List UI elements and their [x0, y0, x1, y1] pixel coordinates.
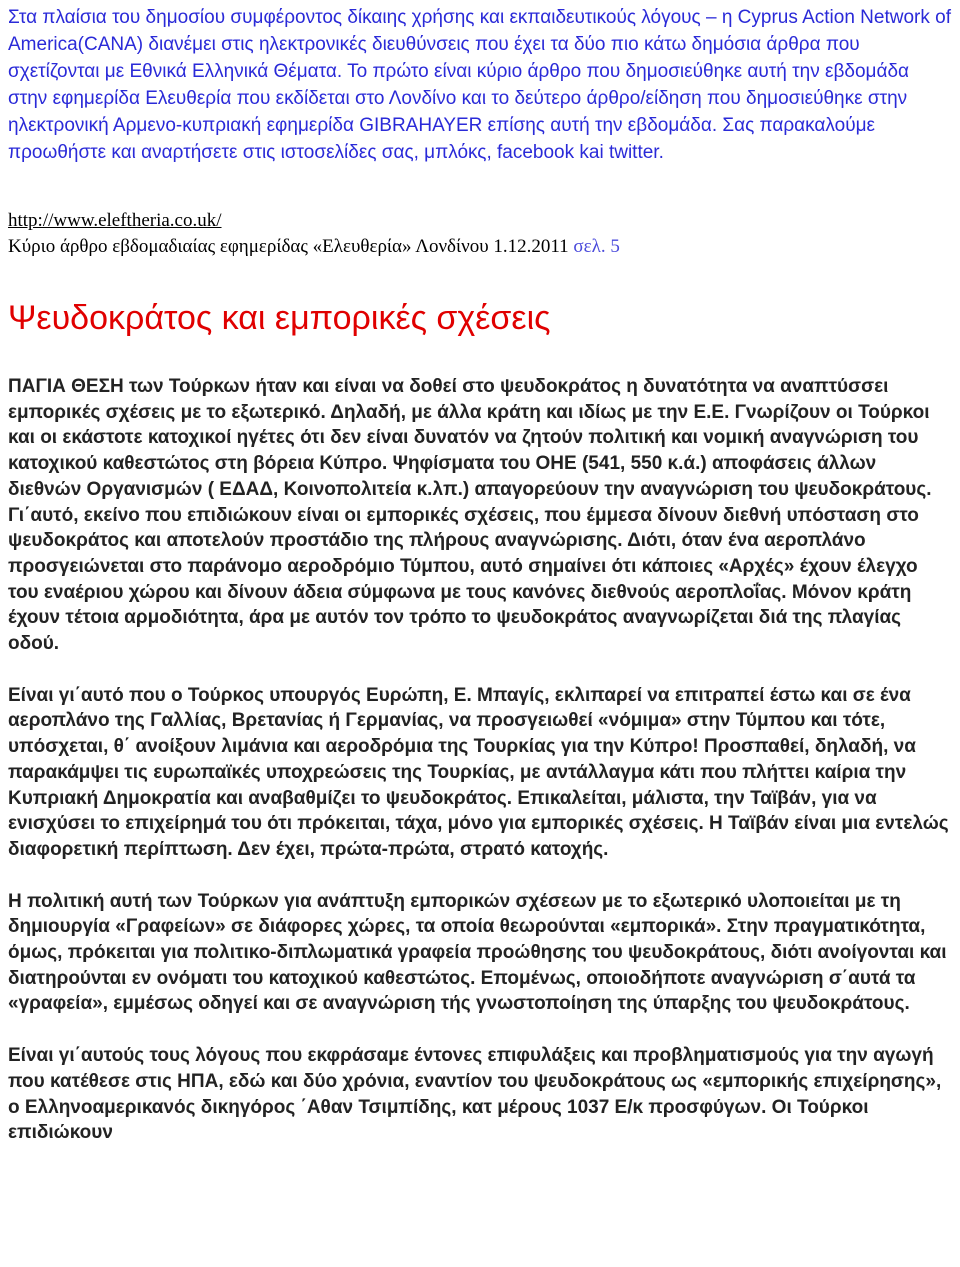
article-paragraph-3: Η πολιτική αυτή των Τούρκων για ανάπτυξη εμπορικών σχέσεων με το εξωτερικό υλοποιείται με τη δημιουργία «Γραφείων» σε διάφορες χώρες, τα οποία θεωρούνται «εμπορικά». Στην πραγματικότητα, όμως, πρόκειται για πολιτικο-διπλωματικά γραφεία προώθησης του ψευδοκράτους, διότι ανοίγονται και διατηρούνται εν ονόματι του κατοχικού καθεστώτος. Επομένως, οποιοδήποτε αναγνώριση σ΄αυτά τα «γραφεία», εμμέσως οδηγεί και σε αναγνώριση τής γνωστοποίηση της ύπαρξης του ψευδοκράτους. [8, 890, 947, 1015]
article-paragraph-1: ΠΑΓΙΑ ΘΕΣΗ των Τούρκων ήταν και είναι να δοθεί στο ψευδοκράτος η δυνατότητα να αναπτύσσει εμπορικές σχέσεις με το εξωτερικό. Δηλαδή, με άλλα κράτη και ιδίως με την Ε.Ε. Γνωρίζουν οι Τούρκοι και οι εκάστοτε κατοχικοί ηγέτες ότι δεν είναι δυνατόν να ζητούν πολιτική και νομική αναγνώριση του κατοχικού καθεστώτος στη βόρεια Κύπρο. Ψηφίσματα του ΟΗΕ (541, 550 κ.ά.) αποφάσεις άλλων διεθνών Οργανισμών ( ΕΔΑΔ, Κοινοπολιτεία κ.λπ.) απαγορεύουν την αναγνώριση του ψευδοκράτους. Γι΄αυτό, εκείνο που επιδιώκουν είναι οι εμπορικές σχέσεις, που έμμεσα δίνουν διεθνή υπόσταση στο ψευδοκράτος και αποτελούν προστάδιο της πλήρους αναγνώρισης. Διότι, όταν ένα αεροπλάνο προσγειώνεται στο παράνομο αεροδρόμιο Τύμπου, αυτό σημαίνει ότι κάποιες «Αρχές» έχουν έλεγχο του εναέριου χώρου και δίνουν άδεια σύμφωνα με τους κανόνες διεθνούς αεροπλοΐας. Μόνον κράτη έχουν τέτοια αρμοδιότητα, άρα με αυτόν τον τρόπο το ψευδοκράτος αναγνωρίζεται διά της πλαγίας οδού. [8, 376, 932, 655]
source-citation-text: Κύριο άρθρο εβδομαδιαίας εφημερίδας «Ελευθερία» Λονδίνου 1.12.2011 [8, 236, 569, 257]
article-title: Ψευδοκράτος και εμπορικές σχέσεις [8, 299, 551, 337]
source-block [8, 208, 952, 260]
intro-notice: Στα πλαίσια του δημοσίου συμφέροντος δίκαιης χρήσης και εκπαιδευτικούς λόγους – η Cyprus Action Network of America(CANA) διανέμει στις ηλεκτρονικές διευθύνσεις που έχει τα δύο πιο κάτω δημόσια άρθρα που σχετίζονται με Εθνικά Ελληνικά Θέματα. Το πρώτο είναι κύριο άρθρο που δημοσιεύθηκε αυτή την εβδομάδα στην εφημερίδα Ελευθερία που εκδίδεται στο Λονδίνο και το δεύτερο άρθρο/είδηση που δημοσιεύθηκε στην ηλεκτρονική Αρμενο-κυπριακή εφημερίδα GIBRAHAYER επίσης αυτή την εβδομάδα. Σας παρακαλούμε προωθήστε και αναρτήσετε στις ιστοσελίδες σας, μπλόκς, facebook kai twitter. [8, 7, 951, 163]
article-paragraph-2: Είναι γι΄αυτό που ο Τούρκος υπουργός Ευρώπη, Ε. Μπαγίς, εκλιπαρεί να επιτραπεί έστω και σε ένα αεροπλάνο της Γαλλίας, Βρετανίας ή Γερμανίας, να προσγειωθεί «νόμιμα» στην Τύμπου και τότε, υπόσχεται, θ΄ ανοίξουν λιμάνια και αεροδρόμια της Τουρκίας για την Κύπρο! Προσπαθεί, δηλαδή, να παρακάμψει τις ευρωπαϊκές υποχρεώσεις της Τουρκίας, με αντάλλαγμα κάτι που πλήττει καίρια την Κυπριακή Δημοκρατία και αναβαθμίζει το ψευδοκράτος. Επικαλείται, μάλιστα, την Ταϊβάν, για να ενισχύσει το επιχείρημά του ότι πρόκειται, τάχα, μόνο για εμπορικές σχέσεις. Η Ταϊβάν είναι μια εντελώς διαφορετική περίπτωση. Δεν έχει, πρώτα-πρώτα, στρατό κατοχής. [8, 684, 949, 860]
document-page [8, 4, 952, 1146]
eleftheria-link[interactable]: http://www.eleftheria.co.uk/ [8, 210, 222, 231]
source-citation [8, 234, 952, 260]
page-reference: σελ. 5 [573, 236, 620, 257]
article-paragraph-4: Είναι γι΄αυτούς τους λόγους που εκφράσαμε έντονες επιφυλάξεις και προβληματισμούς για την αγωγή που κατέθεσε στις ΗΠΑ, εδώ και δύο χρόνια, εναντίον του ψευδοκράτους ως «εμπορικής επιχείρησης», ο Ελληνοαμερικανός δικηγόρος ΄Αθαν Τσιμπίδης, κατ μέρους 1037 Ε/κ προσφύγων. Οι Τούρκοι επιδιώκουν [8, 1045, 942, 1144]
